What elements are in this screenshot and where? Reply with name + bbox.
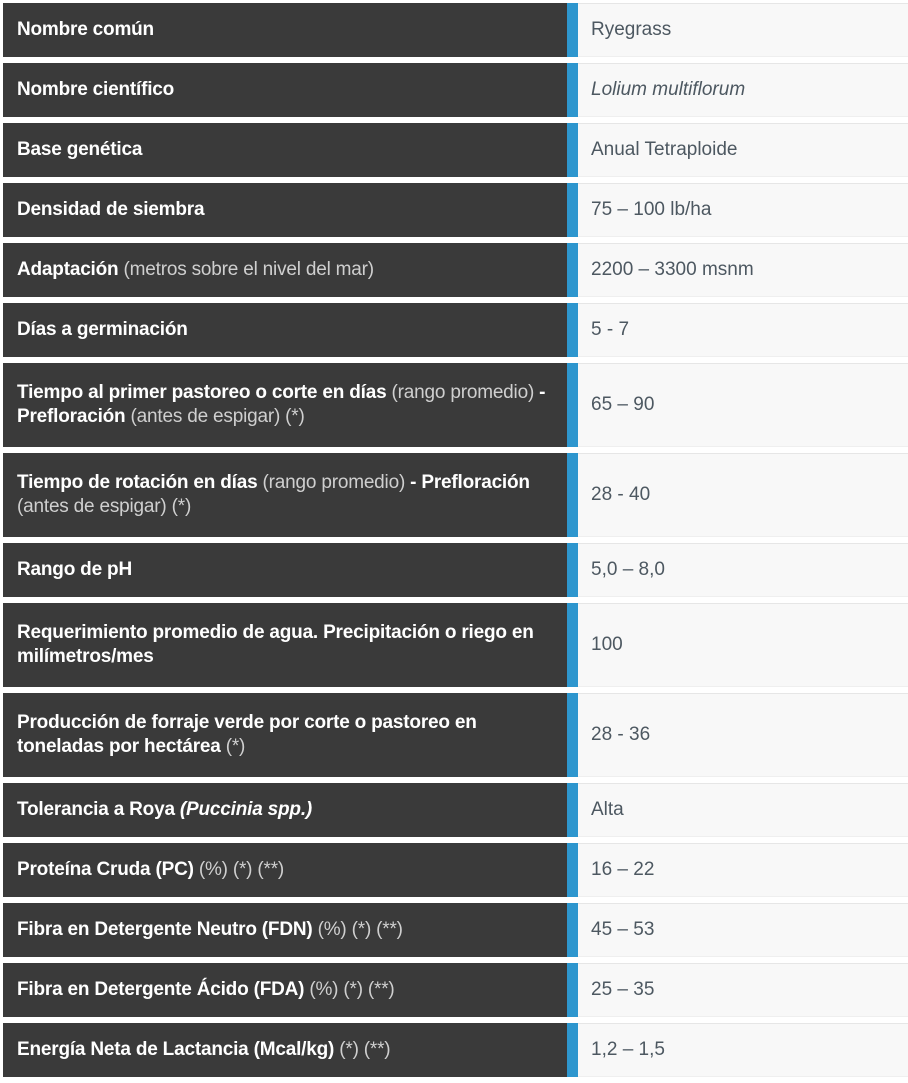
row-value: 25 – 35 xyxy=(578,963,908,1017)
label-segment: (rango promedio) xyxy=(391,382,540,403)
table-row xyxy=(3,903,908,957)
label-segment: - Prefloración xyxy=(17,382,546,427)
accent-bar xyxy=(567,543,578,597)
row-value: 1,2 – 1,5 xyxy=(578,1023,908,1077)
label-segment: Adaptación xyxy=(17,259,124,280)
table-row xyxy=(3,693,908,777)
label-segment: (%) (*) (**) xyxy=(309,979,395,1000)
row-label xyxy=(3,243,567,297)
label-segment: Nombre científico xyxy=(17,79,175,100)
label-segment: - Prefloración xyxy=(410,472,530,493)
table-row xyxy=(3,243,908,297)
label-segment: (antes de espigar) (*) xyxy=(17,496,192,517)
row-value: 5 - 7 xyxy=(578,303,908,357)
label-segment: (Puccinia spp.) xyxy=(179,799,313,820)
row-value: 16 – 22 xyxy=(578,843,908,897)
accent-bar xyxy=(567,453,578,537)
label-segment: Energía Neta de Lactancia (Mcal/kg) xyxy=(17,1039,340,1060)
label-segment: Proteína Cruda (PC) xyxy=(17,859,199,880)
row-value: 45 – 53 xyxy=(578,903,908,957)
row-value: 2200 – 3300 msnm xyxy=(578,243,908,297)
accent-bar xyxy=(567,3,578,57)
label-segment: Base genética xyxy=(17,139,143,160)
label-segment: Días a germinación xyxy=(17,319,188,340)
row-label xyxy=(3,363,567,447)
row-label xyxy=(3,963,567,1017)
row-label xyxy=(3,903,567,957)
row-label xyxy=(3,3,567,57)
row-value: 5,0 – 8,0 xyxy=(578,543,908,597)
table-row xyxy=(3,843,908,897)
label-segment: (rango promedio) xyxy=(262,472,411,493)
label-segment: (*) xyxy=(225,736,246,757)
table-row xyxy=(3,963,908,1017)
label-segment: (%) (*) (**) xyxy=(317,919,403,940)
accent-bar xyxy=(567,903,578,957)
row-label xyxy=(3,303,567,357)
accent-bar xyxy=(567,183,578,237)
table-row xyxy=(3,3,908,57)
table-row xyxy=(3,783,908,837)
accent-bar xyxy=(567,603,578,687)
label-segment: Densidad de siembra xyxy=(17,199,205,220)
accent-bar xyxy=(567,693,578,777)
label-segment: Rango de pH xyxy=(17,559,132,580)
label-segment: (*) (**) xyxy=(339,1039,391,1060)
label-segment: Producción de forraje verde por corte o pastoreo en toneladas por hectárea xyxy=(17,712,477,757)
label-segment: (%) (*) (**) xyxy=(198,859,285,880)
accent-bar xyxy=(567,783,578,837)
label-segment: Fibra en Detergente Neutro (FDN) xyxy=(17,919,318,940)
accent-bar xyxy=(567,963,578,1017)
table-row xyxy=(3,63,908,117)
row-label xyxy=(3,123,567,177)
row-value: Ryegrass xyxy=(578,3,908,57)
table-row xyxy=(3,543,908,597)
row-label xyxy=(3,183,567,237)
row-value: Anual Tetraploide xyxy=(578,123,908,177)
row-label xyxy=(3,693,567,777)
label-segment: Requerimiento promedio de agua. Precipitación o riego en milímetros/mes xyxy=(17,622,534,667)
row-label xyxy=(3,543,567,597)
label-segment: (antes de espigar) (*) xyxy=(130,406,305,427)
row-label xyxy=(3,843,567,897)
accent-bar xyxy=(567,843,578,897)
table-row xyxy=(3,603,908,687)
row-label xyxy=(3,63,567,117)
row-value: 65 – 90 xyxy=(578,363,908,447)
accent-bar xyxy=(567,303,578,357)
accent-bar xyxy=(567,123,578,177)
table-row xyxy=(3,183,908,237)
table-row xyxy=(3,363,908,447)
label-segment: (metros sobre el nivel del mar) xyxy=(123,259,374,280)
label-segment: Fibra en Detergente Ácido (FDA) xyxy=(17,979,310,1000)
accent-bar xyxy=(567,1023,578,1077)
row-value: 100 xyxy=(578,603,908,687)
label-segment: Tolerancia a Roya xyxy=(17,799,180,820)
row-label xyxy=(3,783,567,837)
row-value: 28 - 40 xyxy=(578,453,908,537)
table-row xyxy=(3,303,908,357)
table-row xyxy=(3,123,908,177)
row-label xyxy=(3,603,567,687)
accent-bar xyxy=(567,243,578,297)
accent-bar xyxy=(567,363,578,447)
row-value: Lolium multiflorum xyxy=(578,63,908,117)
row-value: 75 – 100 lb/ha xyxy=(578,183,908,237)
row-label xyxy=(3,1023,567,1077)
label-segment: Nombre común xyxy=(17,19,154,40)
row-value: Alta xyxy=(578,783,908,837)
label-segment: Tiempo de rotación en días xyxy=(17,472,263,493)
table-row xyxy=(3,1023,908,1077)
label-segment: Tiempo al primer pastoreo o corte en días xyxy=(17,382,392,403)
accent-bar xyxy=(567,63,578,117)
table-row xyxy=(3,453,908,537)
row-value: 28 - 36 xyxy=(578,693,908,777)
row-label xyxy=(3,453,567,537)
